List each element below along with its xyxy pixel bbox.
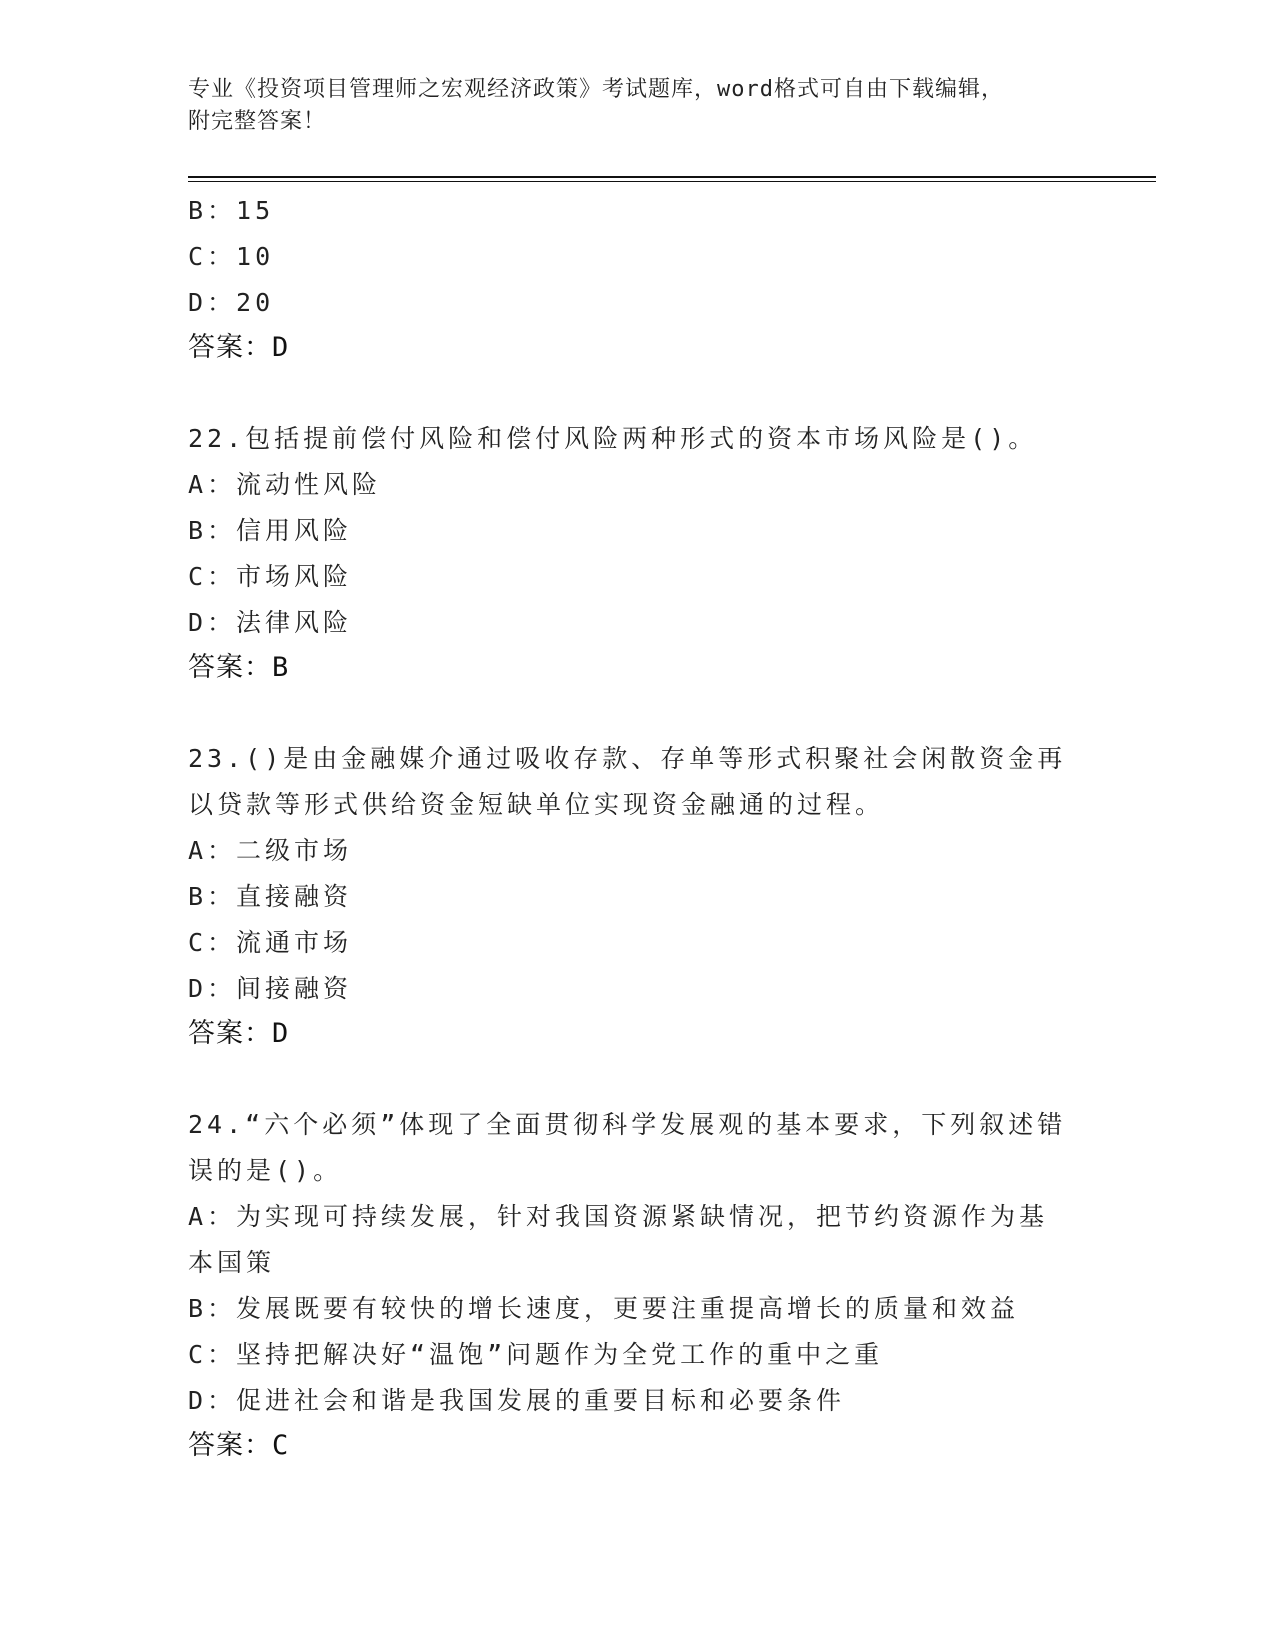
answer-label: 答案：	[188, 1430, 272, 1461]
option-a: A：流动性风险	[188, 470, 382, 499]
answer-label: 答案：	[188, 332, 272, 363]
question-stem: 23.()是由金融媒介通过吸收存款、存单等形式积聚社会闲散资金再以贷款等形式供给资金短缺单位实现资金融通的过程。	[188, 744, 1067, 819]
question-23	[188, 736, 1068, 1056]
option-c: C：市场风险	[188, 562, 353, 591]
answer-line	[188, 326, 1068, 370]
option-c: C：流通市场	[188, 928, 353, 957]
option-d: D：法律风险	[188, 608, 353, 637]
answer-value: D	[272, 332, 290, 363]
option-d: D：促进社会和谐是我国发展的重要目标和必要条件	[188, 1386, 846, 1415]
header-line-2: 附完整答案！	[188, 109, 327, 134]
answer-value: C	[272, 1430, 290, 1461]
answer-label: 答案：	[188, 652, 272, 683]
answer-value: B	[272, 652, 290, 683]
option-b: B：直接融资	[188, 882, 353, 911]
option-b: B：信用风险	[188, 516, 353, 545]
answer-line	[188, 1424, 1068, 1468]
header-line-1: 专业《投资项目管理师之宏观经济政策》考试题库，word格式可自由下载编辑，	[188, 77, 1004, 102]
header-divider-thin	[188, 181, 1156, 182]
question-list	[188, 188, 1068, 1468]
answer-value: D	[272, 1018, 290, 1049]
option-c: C：10	[188, 242, 275, 271]
answer-line	[188, 646, 1068, 690]
question-21	[188, 188, 1068, 370]
question-24	[188, 1102, 1068, 1468]
answer-label: 答案：	[188, 1018, 272, 1049]
question-stem: 22.包括提前偿付风险和偿付风险两种形式的资本市场风险是()。	[188, 424, 1038, 453]
option-b: B：发展既要有较快的增长速度，更要注重提高增长的质量和效益	[188, 1294, 1020, 1323]
header-divider-thick	[188, 176, 1156, 178]
option-c: C：坚持把解决好“温饱”问题作为全党工作的重中之重	[188, 1340, 884, 1369]
option-a: A：为实现可持续发展，针对我国资源紧缺情况，把节约资源作为基本国策	[188, 1202, 1049, 1277]
document-header	[188, 74, 1088, 138]
question-22	[188, 416, 1068, 690]
option-a: A：二级市场	[188, 836, 353, 865]
option-d: D：20	[188, 288, 275, 317]
option-d: D：间接融资	[188, 974, 353, 1003]
answer-line	[188, 1012, 1068, 1056]
question-stem: 24.“六个必须”体现了全面贯彻科学发展观的基本要求，下列叙述错误的是()。	[188, 1110, 1067, 1185]
option-b: B：15	[188, 196, 275, 225]
